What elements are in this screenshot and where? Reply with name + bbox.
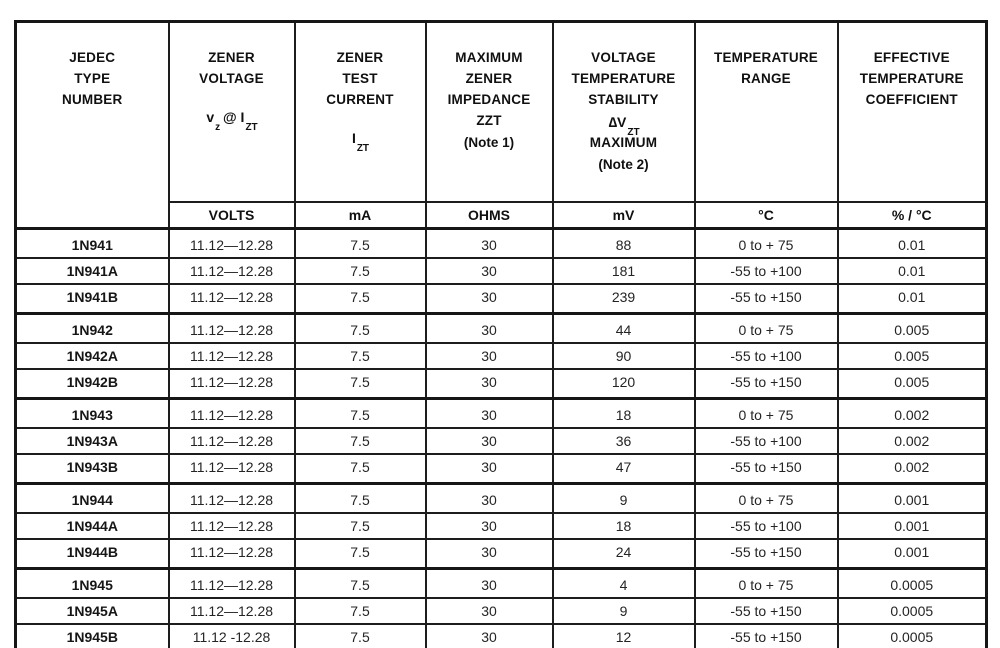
- cell-type-number: 1N943A: [16, 428, 169, 454]
- cell-test-current: 7.5: [295, 539, 426, 569]
- table-row: [16, 369, 987, 399]
- cell-test-current: 7.5: [295, 284, 426, 314]
- unit-mv: mV: [553, 202, 695, 229]
- header-cell-zener-voltage: [169, 22, 295, 202]
- header-line: RANGE: [741, 71, 791, 86]
- cell-zener-voltage: 11.12—12.28: [169, 369, 295, 399]
- table-row: [16, 569, 987, 599]
- header-cell-temperature-range: [695, 22, 838, 202]
- cell-temp-range: 0 to + 75: [695, 569, 838, 599]
- cell-impedance: 30: [426, 314, 553, 344]
- table-row: [16, 284, 987, 314]
- cell-type-number: 1N942: [16, 314, 169, 344]
- header-line: STABILITY: [588, 92, 659, 107]
- header-line: TYPE: [74, 71, 111, 86]
- header-line: TEMPERATURE: [859, 71, 964, 86]
- cell-test-current: 7.5: [295, 343, 426, 369]
- cell-impedance: 30: [426, 624, 553, 648]
- cell-impedance: 30: [426, 454, 553, 484]
- cell-test-current: 7.5: [295, 428, 426, 454]
- cell-impedance: 30: [426, 399, 553, 429]
- table-header: [16, 22, 987, 229]
- cell-impedance: 30: [426, 513, 553, 539]
- header-line: ZENER: [208, 50, 255, 65]
- cell-temp-range: -55 to +150: [695, 598, 838, 624]
- cell-temp-range: 0 to + 75: [695, 484, 838, 514]
- header-cell-max-zener-impedance: [426, 22, 553, 202]
- cell-type-number: 1N942B: [16, 369, 169, 399]
- cell-impedance: 30: [426, 428, 553, 454]
- header-line: VOLTAGE: [591, 50, 656, 65]
- cell-coefficient: 0.001: [838, 539, 987, 569]
- cell-impedance: 30: [426, 369, 553, 399]
- cell-coefficient: 0.002: [838, 454, 987, 484]
- cell-type-number: 1N943B: [16, 454, 169, 484]
- cell-impedance: 30: [426, 343, 553, 369]
- cell-temp-range: -55 to +150: [695, 539, 838, 569]
- cell-zener-voltage: 11.12—12.28: [169, 539, 295, 569]
- cell-zener-voltage: 11.12—12.28: [169, 598, 295, 624]
- cell-coefficient: 0.002: [838, 428, 987, 454]
- cell-test-current: 7.5: [295, 513, 426, 539]
- header-line: EFFECTIVE: [873, 50, 950, 65]
- table-row: [16, 399, 987, 429]
- table-row: [16, 343, 987, 369]
- header-line: MAXIMUM: [455, 50, 523, 65]
- row-group-1N941: [16, 229, 987, 314]
- cell-impedance: 30: [426, 484, 553, 514]
- cell-impedance: 30: [426, 284, 553, 314]
- cell-temp-range: -55 to +150: [695, 369, 838, 399]
- row-group-1N944: [16, 484, 987, 569]
- header-cell-voltage-temp-stability: [553, 22, 695, 202]
- cell-zener-voltage: 11.12—12.28: [169, 399, 295, 429]
- header-line: COEFFICIENT: [865, 92, 958, 107]
- unit-volts: VOLTS: [169, 202, 295, 229]
- header-cell-effective-temp-coefficient: [838, 22, 987, 202]
- cell-stability: 18: [553, 513, 695, 539]
- cell-impedance: 30: [426, 258, 553, 284]
- note-2-label: (Note 2): [598, 157, 649, 172]
- cell-coefficient: 0.01: [838, 258, 987, 284]
- header-line: TEMPERATURE: [571, 71, 676, 86]
- table-row: [16, 598, 987, 624]
- cell-stability: 18: [553, 399, 695, 429]
- cell-type-number: 1N944A: [16, 513, 169, 539]
- cell-zener-voltage: 11.12—12.28: [169, 513, 295, 539]
- header-cell-jedec-type-number: [16, 22, 169, 229]
- cell-test-current: 7.5: [295, 598, 426, 624]
- cell-stability: 120: [553, 369, 695, 399]
- header-line: JEDEC: [69, 50, 116, 65]
- cell-impedance: 30: [426, 539, 553, 569]
- cell-type-number: 1N941: [16, 229, 169, 259]
- cell-coefficient: 0.005: [838, 369, 987, 399]
- cell-test-current: 7.5: [295, 569, 426, 599]
- cell-temp-range: -55 to +150: [695, 624, 838, 648]
- cell-type-number: 1N945A: [16, 598, 169, 624]
- cell-temp-range: -55 to +100: [695, 343, 838, 369]
- table-row: [16, 484, 987, 514]
- cell-coefficient: 0.0005: [838, 569, 987, 599]
- cell-stability: 24: [553, 539, 695, 569]
- cell-temp-range: -55 to +150: [695, 454, 838, 484]
- cell-stability: 90: [553, 343, 695, 369]
- unit-ma: mA: [295, 202, 426, 229]
- cell-type-number: 1N941A: [16, 258, 169, 284]
- cell-stability: 9: [553, 484, 695, 514]
- cell-stability: 181: [553, 258, 695, 284]
- cell-coefficient: 0.01: [838, 284, 987, 314]
- cell-stability: 239: [553, 284, 695, 314]
- cell-temp-range: -55 to +150: [695, 284, 838, 314]
- cell-zener-voltage: 11.12—12.28: [169, 484, 295, 514]
- cell-temp-range: 0 to + 75: [695, 399, 838, 429]
- cell-stability: 4: [553, 569, 695, 599]
- header-line: NUMBER: [62, 92, 123, 107]
- cell-coefficient: 0.005: [838, 343, 987, 369]
- cell-zener-voltage: 11.12—12.28: [169, 569, 295, 599]
- cell-type-number: 1N941B: [16, 284, 169, 314]
- cell-stability: 44: [553, 314, 695, 344]
- header-line: ZENER: [465, 71, 513, 86]
- header-line: IMPEDANCE: [447, 92, 531, 107]
- cell-coefficient: 0.002: [838, 399, 987, 429]
- delta-vzt-symbol: $\Delta V_{ZT}$: [608, 114, 640, 138]
- cell-temp-range: 0 to + 75: [695, 229, 838, 259]
- header-line: CURRENT: [326, 92, 394, 107]
- header-line: MAXIMUM: [589, 135, 658, 150]
- cell-test-current: 7.5: [295, 229, 426, 259]
- cell-test-current: 7.5: [295, 484, 426, 514]
- cell-zener-voltage: 11.12—12.28: [169, 314, 295, 344]
- cell-coefficient: 0.005: [838, 314, 987, 344]
- zener-spec-table: [14, 20, 988, 648]
- cell-coefficient: 0.001: [838, 484, 987, 514]
- row-group-1N943: [16, 399, 987, 484]
- cell-type-number: 1N944B: [16, 539, 169, 569]
- cell-type-number: 1N945: [16, 569, 169, 599]
- cell-stability: 47: [553, 454, 695, 484]
- cell-test-current: 7.5: [295, 369, 426, 399]
- cell-test-current: 7.5: [295, 399, 426, 429]
- cell-type-number: 1N944: [16, 484, 169, 514]
- cell-temp-range: 0 to + 75: [695, 314, 838, 344]
- table-row: [16, 314, 987, 344]
- cell-test-current: 7.5: [295, 258, 426, 284]
- header-line: TEST: [342, 71, 378, 86]
- cell-test-current: 7.5: [295, 454, 426, 484]
- cell-stability: 88: [553, 229, 695, 259]
- cell-zener-voltage: 11.12—12.28: [169, 284, 295, 314]
- unit-degc: °C: [695, 202, 838, 229]
- header-line: ZENER: [336, 50, 384, 65]
- izt-symbol: $I_{ZT}$: [351, 130, 370, 154]
- cell-temp-range: -55 to +100: [695, 258, 838, 284]
- cell-stability: 12: [553, 624, 695, 648]
- cell-temp-range: -55 to +100: [695, 428, 838, 454]
- header-line: ZZT: [476, 113, 502, 128]
- row-group-1N942: [16, 314, 987, 399]
- header-row: [16, 22, 987, 202]
- cell-coefficient: 0.001: [838, 513, 987, 539]
- cell-stability: 9: [553, 598, 695, 624]
- cell-type-number: 1N943: [16, 399, 169, 429]
- cell-test-current: 7.5: [295, 314, 426, 344]
- cell-zener-voltage: 11.12—12.28: [169, 454, 295, 484]
- table-row: [16, 539, 987, 569]
- table-row: [16, 258, 987, 284]
- cell-zener-voltage: 11.12 -12.28: [169, 624, 295, 648]
- unit-ohms: OHMS: [426, 202, 553, 229]
- table-row: [16, 428, 987, 454]
- cell-type-number: 1N945B: [16, 624, 169, 648]
- table-row: [16, 229, 987, 259]
- header-line: TEMPERATURE: [714, 50, 818, 65]
- cell-coefficient: 0.0005: [838, 624, 987, 648]
- table-row: [16, 454, 987, 484]
- cell-impedance: 30: [426, 598, 553, 624]
- cell-coefficient: 0.0005: [838, 598, 987, 624]
- cell-zener-voltage: 11.12—12.28: [169, 229, 295, 259]
- row-group-1N945: [16, 569, 987, 648]
- cell-impedance: 30: [426, 229, 553, 259]
- cell-zener-voltage: 11.12—12.28: [169, 258, 295, 284]
- table-row: [16, 624, 987, 648]
- unit-pct-per-degc: % / °C: [838, 202, 987, 229]
- header-cell-zener-test-current: [295, 22, 426, 202]
- vz-at-izt-symbol: $v_z$ @ $I_{ZT}$: [206, 109, 258, 133]
- cell-coefficient: 0.01: [838, 229, 987, 259]
- cell-test-current: 7.5: [295, 624, 426, 648]
- table-row: [16, 513, 987, 539]
- cell-type-number: 1N942A: [16, 343, 169, 369]
- cell-stability: 36: [553, 428, 695, 454]
- cell-zener-voltage: 11.12—12.28: [169, 428, 295, 454]
- cell-zener-voltage: 11.12—12.28: [169, 343, 295, 369]
- cell-temp-range: -55 to +100: [695, 513, 838, 539]
- header-line: VOLTAGE: [199, 71, 264, 86]
- note-1-label: (Note 1): [463, 135, 515, 150]
- cell-impedance: 30: [426, 569, 553, 599]
